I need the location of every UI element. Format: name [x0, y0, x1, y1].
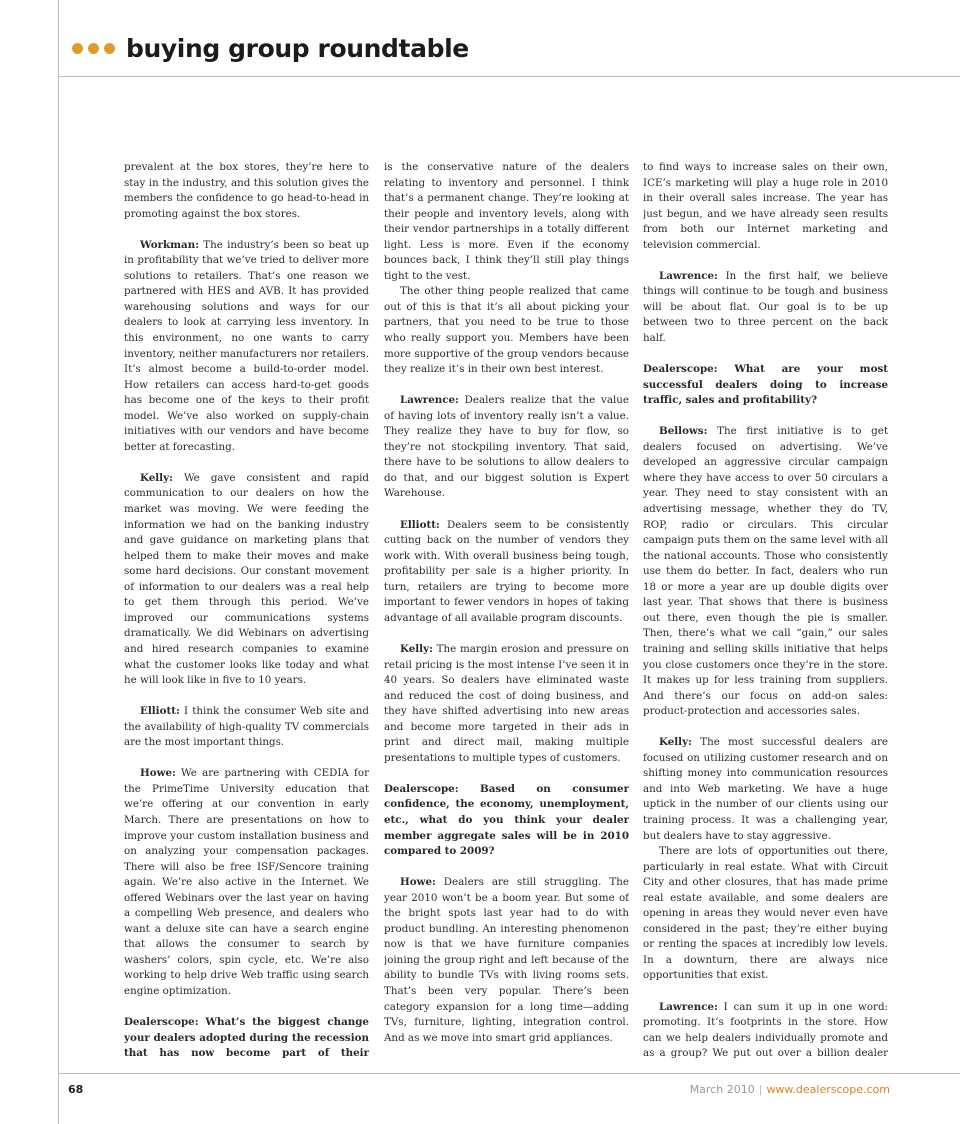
paragraph-text: Dealers are still struggling. The year 2010 won’t be a boom year. But some of the bright spots last year had to do with product bundling. An interesting phenomenon now is that we have furniture companies joining the group right and left because of the ability to bundle TVs with living rooms sets. That’s been very popular. There’s been category expansion for a long time—adding TVs, furniture, lighting, integration control. And as we move into smart grid appliances.: [384, 876, 629, 1044]
speaker-name: Lawrence:: [400, 394, 459, 407]
paragraph-text: Dealers realize that the value of having lots of inventory really isn’t a value. They realize they have to buy for flow, so they’re not stockpiling inventory. That said, there have to be solutions to allow dealers to do that, and our biggest solution is Expert Warehouse.: [384, 394, 629, 500]
paragraph: [384, 518, 629, 627]
paragraph-text: Dealers seem to be consistently cutting back on the number of vendors they work with. With overall business being tough, profitability per sale is a higher priority. In turn, retailers are trying to become more important to fewer vendors in hopes of taking advantage of all available program discounts.: [384, 518, 629, 624]
speaker-name: Howe:: [400, 876, 436, 889]
interview-question: Dealerscope: What’s the biggest change your dealers adopted during the recession that has now become part of their: [124, 1016, 369, 1060]
speaker-name: Workman:: [140, 238, 200, 251]
section-title: buying group roundtable: [126, 34, 469, 63]
speaker-name: Lawrence:: [659, 1000, 718, 1013]
paragraph-text: I can sum it up in one word: promoting. It’s footprints in the store. How can we help dealers individually promote and as a group? We put out over a billion dealer: [643, 1000, 888, 1060]
paragraph-text: The first initiative is to get dealers focused on advertising. We’ve developed an aggressive circular campaign where they have access to over 50 circulars a year. They need to stay consistent with an advertising message, whether they do TV, ROP, radio or circulars. This circular campaign puts them on the same level with all the national accounts. Those who consistently use them do better. In fact, dealers who run 18 or more a year are up double digits over last year. That shows that there is business out there, even though the pie is smaller. Then, there’s what we call “gain,” our sales training and selling skills initiative that helps you close customers once they’re in the store. It makes up for less training from suppliers. And there’s our focus on add-on sales: product-protection and accessories sales.: [643, 425, 888, 718]
article-column-2: [384, 160, 629, 1060]
footer-issue-line: [690, 1083, 890, 1096]
speaker-name: Elliott:: [140, 705, 180, 718]
speaker-name: Howe:: [140, 767, 176, 780]
paragraph: [124, 471, 369, 689]
website-link[interactable]: www.dealerscope.com: [766, 1083, 890, 1096]
paragraph-text: We gave consistent and rapid communication to our dealers on how the market was moving. We were feeding the information we had on the banking industry and gave guidance on marketing plans that helped them to make their moves and make some hard decisions. Our constant movement of information to our dealers was a real help to get them through this period. We’ve improved our communications systems dramatically. We did Webinars on advertising and hired research companies to examine what the customer looks like today and what he will look like in five to 10 years.: [124, 471, 369, 687]
left-margin-rule: [58, 0, 59, 1124]
paragraph: [643, 424, 888, 719]
speaker-name: Kelly:: [659, 736, 692, 749]
paragraph: [124, 704, 369, 751]
speaker-name: Kelly:: [140, 471, 173, 484]
paragraph-text: The most successful dealers are focused on utilizing customer research and on shifting money into communication resources and into Web marketing. We have a huge uptick in the number of our clients using our training process. It was a challenging year, but dealers have to stay aggressive.: [643, 736, 888, 842]
speaker-name: Kelly:: [400, 642, 433, 655]
paragraph: [643, 1000, 888, 1060]
paragraph: [124, 766, 369, 999]
interview-question: Dealerscope: Based on consumer confidence, the economy, unemployment, etc., what do you think your dealer member aggregate sales will be in 2010 compared to 2009?: [384, 782, 629, 858]
paragraph: [643, 269, 888, 347]
section-header: [72, 34, 469, 63]
interview-question: Dealerscope: What are your most successful dealers doing to increase traffic, sales and profitability?: [643, 363, 888, 407]
speaker-name: Lawrence:: [659, 269, 718, 282]
speaker-name: Elliott:: [400, 518, 440, 531]
footer-rule: [58, 1073, 960, 1074]
paragraph: [384, 642, 629, 766]
page-number: 68: [68, 1083, 84, 1096]
paragraph-text: In the first half, we believe things will continue to be tough and business will be about flat. Our goal is to be up between two to three percent on the back half.: [643, 269, 888, 345]
paragraph-text: The margin erosion and pressure on retail pricing is the most intense I’ve seen it in 40 years. So dealers have eliminated waste and reduced the cost of doing business, and they have shifted advertising into new areas and become more targeted in their ads in print and direct mail, making multiple presentations to multiple types of customers.: [384, 642, 629, 764]
paragraph-text: We are partnering with CEDIA for the PrimeTime University education that we’re offering at our convention in early March. There are presentations on how to improve your custom installation business and on analyzing your compensation packages. There will also be free ISF/Sencore training again. We’re also active in the Internet. We offered Webinars over the last year on having a compelling Web presence, and dealers who want a deluxe site can have a search engine that allows the consumer to search by washers’ colors, spin cycle, etc. We’re also working to help drive Web traffic using search engine optimization.: [124, 767, 369, 997]
article-column-3: [643, 160, 888, 1060]
speaker-name: Bellows:: [659, 425, 708, 438]
paragraph-text: The industry’s been so beat up in profitability that we’ve tried to deliver more solutions to retailers. That’s one reason we partnered with HES and AVB. It has provided warehousing solutions and ways for our dealers to look at carrying less inventory. In this environment, no one wants to carry inventory, neither manufacturers nor retailers. It’s almost become a build-to-order model. How retailers can access hard-to-get goods has become one of the keys to their profit model. We’ve also worked on supply-chain initiatives with our vendors and have become better at forecasting.: [124, 238, 369, 453]
paragraph-text: I think the consumer Web site and the availability of high-quality TV commercials are the most important things.: [124, 705, 369, 749]
issue-date: March 2010: [689, 1083, 755, 1096]
paragraph: [384, 875, 629, 1046]
paragraph: is the conservative nature of the dealers relating to inventory and personnel. I think that’s a permanent change. They’re looking at their people and inventory levels, along with their vendor partnerships in a totally different light. Less is more. Even if the economy bounces back, I think they’ll still play things tight to the vest.: [384, 161, 629, 282]
paragraph: [643, 735, 888, 844]
paragraph: The other thing people realized that came out of this is that it’s all about picking your partners, that you need to be true to those who really support you. Members have been more supportive of the group vendors because they realize it’s in their own best interest.: [384, 285, 629, 376]
paragraph: [384, 393, 629, 502]
header-rule: [58, 76, 960, 77]
footer-separator: |: [758, 1083, 763, 1096]
article-body: [124, 160, 888, 1060]
paragraph: prevalent at the box stores, they’re here to stay in the industry, and this solution gives the members the confidence to go head-to-head in promoting against the box stores.: [124, 161, 369, 220]
paragraph: to find ways to increase sales on their own, ICE’s marketing will play a huge role in 2010 in their overall sales increase. The year has just begun, and we have already seen results from both our Internet marketing and television commercial.: [643, 161, 888, 251]
bullet-dots-icon: [72, 43, 120, 54]
paragraph: There are lots of opportunities out there, particularly in real estate. What with Circuit City and other closures, that has made prime real estate available, and some dealers are opening in areas they would never even have considered in the past; they’re either buying or renting the spaces at incredibly low levels. In a downturn, there are always nice opportunities that exist.: [643, 845, 888, 982]
paragraph: [124, 238, 369, 456]
article-column-1: [124, 160, 369, 1060]
